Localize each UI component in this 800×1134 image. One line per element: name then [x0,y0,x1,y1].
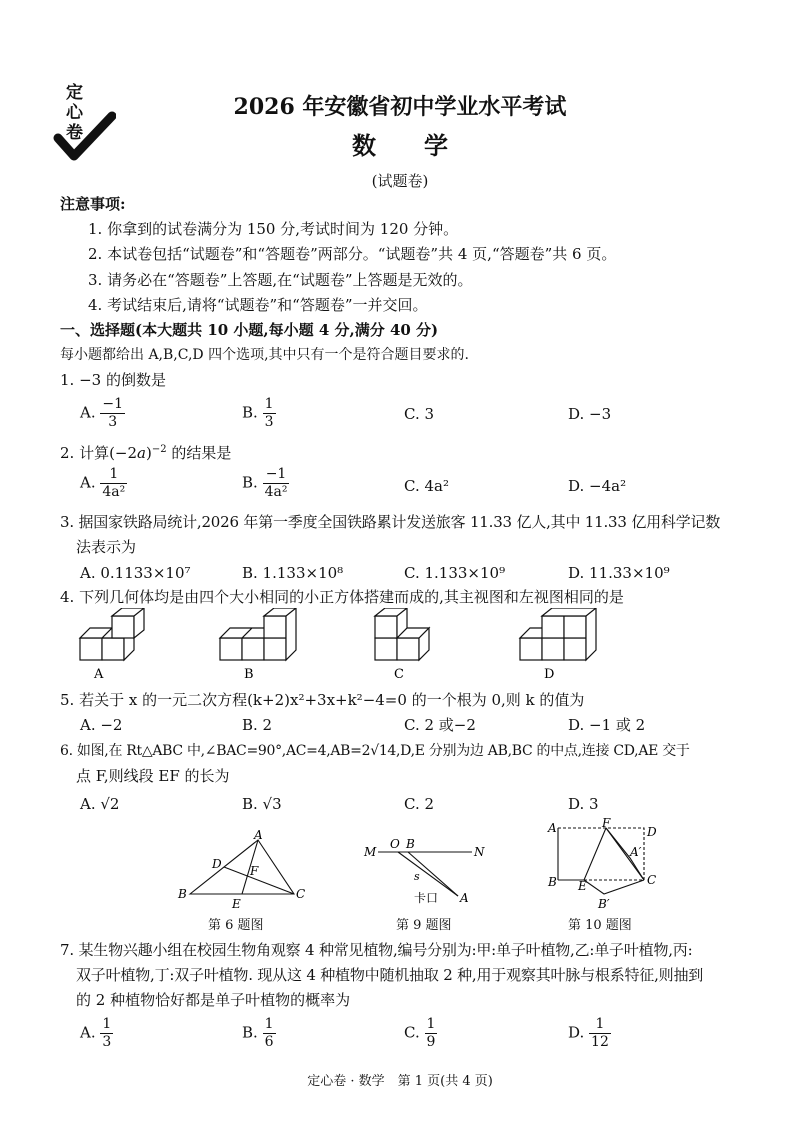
q2-b-label: B. [242,473,258,492]
q3-option-c: C. 1.133×10⁹ [404,564,506,582]
fig6-caption: 第 6 题图 [208,918,264,933]
q3-option-b: B. 1.133×10⁸ [242,564,344,582]
q7-b-label: B. [242,1023,258,1042]
q1-stem: 1. −3 的倒数是 [60,371,166,389]
q4-label-b: B [244,667,254,682]
q2-a-num: 1 [109,466,119,482]
q7-b-num: 1 [264,1016,274,1032]
q2-option-b [242,466,289,501]
q1-b-num: 1 [264,396,274,412]
q1-a-num: −1 [102,396,124,412]
q2-b-den: 4a² [264,484,288,500]
q7-b-fraction [263,1016,276,1051]
q2-stem-var: a [137,444,146,462]
q2-option-a [80,466,127,501]
q7-a-num: 1 [102,1016,112,1032]
q7-option-a [80,1016,113,1051]
q4-cube-figures [70,608,670,684]
q4-figure-b [220,608,296,660]
q3-option-d: D. 11.33×10⁹ [568,564,670,582]
q4-figure-a [80,608,144,660]
fig9-label-m: M [364,845,377,859]
notes-item-4: 4. 考试结束后,请将“试题卷”和“答题卷”一并交回。 [88,296,428,314]
q7-c-fraction [425,1016,438,1051]
q1-a-label: A. [80,403,96,422]
q4-label-d: D [544,667,555,682]
fig9-note: 卡口 [414,891,439,905]
fig6-label-a: A [254,830,263,842]
q4-figure-d [520,608,596,660]
q2-a-label: A. [80,473,96,492]
fig9-label-s: s [414,870,420,883]
q5-option-b: B. 2 [242,716,273,734]
q7-c-num: 1 [426,1016,436,1032]
fig10-label-f: F [602,818,611,830]
figure-6 [170,830,320,910]
stamp-char-1: 定 [66,83,83,103]
fig6-label-b: B [178,887,187,901]
q2-stem-post: 的结果是 [166,444,232,462]
q6-option-c: C. 2 [404,795,435,813]
fig10-label-c: C [647,873,657,887]
notes-heading: 注意事项: [60,195,126,213]
q5-option-c: C. 2 或−2 [404,716,476,734]
stamp-char-2: 心 [66,103,83,123]
fig10-label-b: B [548,875,557,889]
q2-stem-mid: ) [146,444,152,462]
q7-d-fraction [589,1016,611,1051]
q2-option-c: C. 4a² [404,477,449,495]
q2-stem-pre: 2. 计算(−2 [60,444,138,462]
figure-10 [544,818,664,913]
fig6-label-c: C [296,887,306,901]
q5-stem: 5. 若关于 x 的一元二次方程(k+2)x²+3x+k²−4=0 的一个根为 0,则 k 的值为 [60,691,585,709]
q4-stem: 4. 下列几何体均是由四个大小相同的小正方体搭建而成的,其主视图和左视图相同的是 [60,588,624,606]
q2-b-fraction [263,466,290,501]
q7-d-label: D. [568,1023,585,1042]
q7-d-num: 1 [595,1016,605,1032]
exam-subtitle: (试题卷) [371,172,429,190]
fig10-label-b-prime: B′ [598,897,610,911]
fig6-label-f: F [250,864,259,878]
exam-subject: 数 学 [352,131,448,160]
notes-item-1: 1. 你拿到的试卷满分为 150 分,考试时间为 120 分钟。 [88,220,459,238]
fig9-caption: 第 9 题图 [396,918,452,933]
fig9-label-b: B [406,837,415,851]
q6-stem-line1: 6. 如图,在 Rt△ABC 中,∠BAC=90°,AC=4,AB=2√14,D,E 分别为边 AB,BC 的中点,连接 CD,AE 交于 [60,743,690,759]
figure-9 [360,836,490,908]
q6-option-b: B. √3 [242,795,282,813]
q1-a-den: 3 [100,413,125,431]
q7-stem-line2: 双子叶植物,丁:双子叶植物. 现从这 4 种植物中随机抽取 2 种,用于观察其叶脉与根系特征,则抽到 [76,966,704,984]
stamp-char-3: 卷 [66,123,83,143]
q6-option-d: D. 3 [568,795,599,813]
fig10-label-a: A [548,821,557,835]
q2-a-fraction [100,466,127,501]
fig6-label-e: E [232,897,241,910]
q3-stem-line2: 法表示为 [76,538,137,556]
fig9-label-n: N [474,845,485,859]
q1-option-d: D. −3 [568,405,612,423]
fig6-label-d: D [212,857,222,871]
q5-option-a: A. −2 [80,716,123,734]
q1-option-c: C. 3 [404,405,435,423]
q2-b-num: −1 [265,466,287,482]
q4-label-a: A [94,667,104,682]
q7-a-den: 3 [102,1034,112,1050]
section-instruction: 每小题都给出 A,B,C,D 四个选项,其中只有一个是符合题目要求的. [60,347,469,363]
q6-stem-line2: 点 F,则线段 EF 的长为 [76,767,230,785]
q2-a-den: 4a² [102,484,126,500]
q7-option-c [404,1016,437,1051]
fig10-label-e: E [578,879,587,893]
q7-d-den: 12 [591,1034,609,1050]
q7-c-den: 9 [426,1034,436,1050]
q7-option-d [568,1016,611,1051]
q7-a-label: A. [80,1023,96,1042]
q7-stem-line1: 7. 某生物兴趣小组在校园生物角观察 4 种常见植物,编号分别为:甲:单子叶植物,乙:单子叶植物,丙: [60,941,693,959]
q7-stem-line3: 的 2 种植物恰好都是单子叶植物的概率为 [76,991,351,1009]
q1-a-fraction [100,396,125,431]
q6-option-a: A. √2 [80,795,120,813]
fig10-label-d: D [647,825,657,839]
q3-option-a: A. 0.1133×10⁷ [80,564,191,582]
q3-stem-line1: 3. 据国家铁路局统计,2026 年第一季度全国铁路累计发送旅客 11.33 亿人,其中 11.33 亿用科学记数 [60,513,721,531]
q5-option-d: D. −1 或 2 [568,716,646,734]
q7-a-fraction [100,1016,113,1051]
q1-b-label: B. [242,403,258,422]
section-title: 一、选择题(本大题共 10 小题,每小题 4 分,满分 40 分) [60,321,439,339]
fig9-label-a: A [460,891,469,905]
fig10-label-a-prime: A′ [630,845,642,859]
q1-option-a [80,396,125,431]
q2-stem [60,440,231,463]
q1-b-fraction [263,396,276,431]
q4-figure-c [375,608,429,660]
q7-option-b [242,1016,276,1051]
fig10-caption: 第 10 题图 [568,918,632,933]
q2-stem-exp: −2 [151,444,167,455]
page-footer: 定心卷 · 数学 第 1 页(共 4 页) [307,1074,493,1089]
notes-item-2: 2. 本试卷包括“试题卷”和“答题卷”两部分。“试题卷”共 4 页,“答题卷”共 6 页。 [88,245,617,263]
q1-option-b [242,396,276,431]
q1-b-den: 3 [264,414,274,430]
fig9-label-o: O [390,837,400,851]
notes-item-3: 3. 请务必在“答题卷”上答题,在“试题卷”上答题是无效的。 [88,271,473,289]
q7-b-den: 6 [264,1034,274,1050]
exam-title: 2026 年安徽省初中学业水平考试 [233,94,567,120]
q4-label-c: C [394,667,404,682]
q2-option-d: D. −4a² [568,477,627,495]
q7-c-label: C. [404,1023,420,1042]
